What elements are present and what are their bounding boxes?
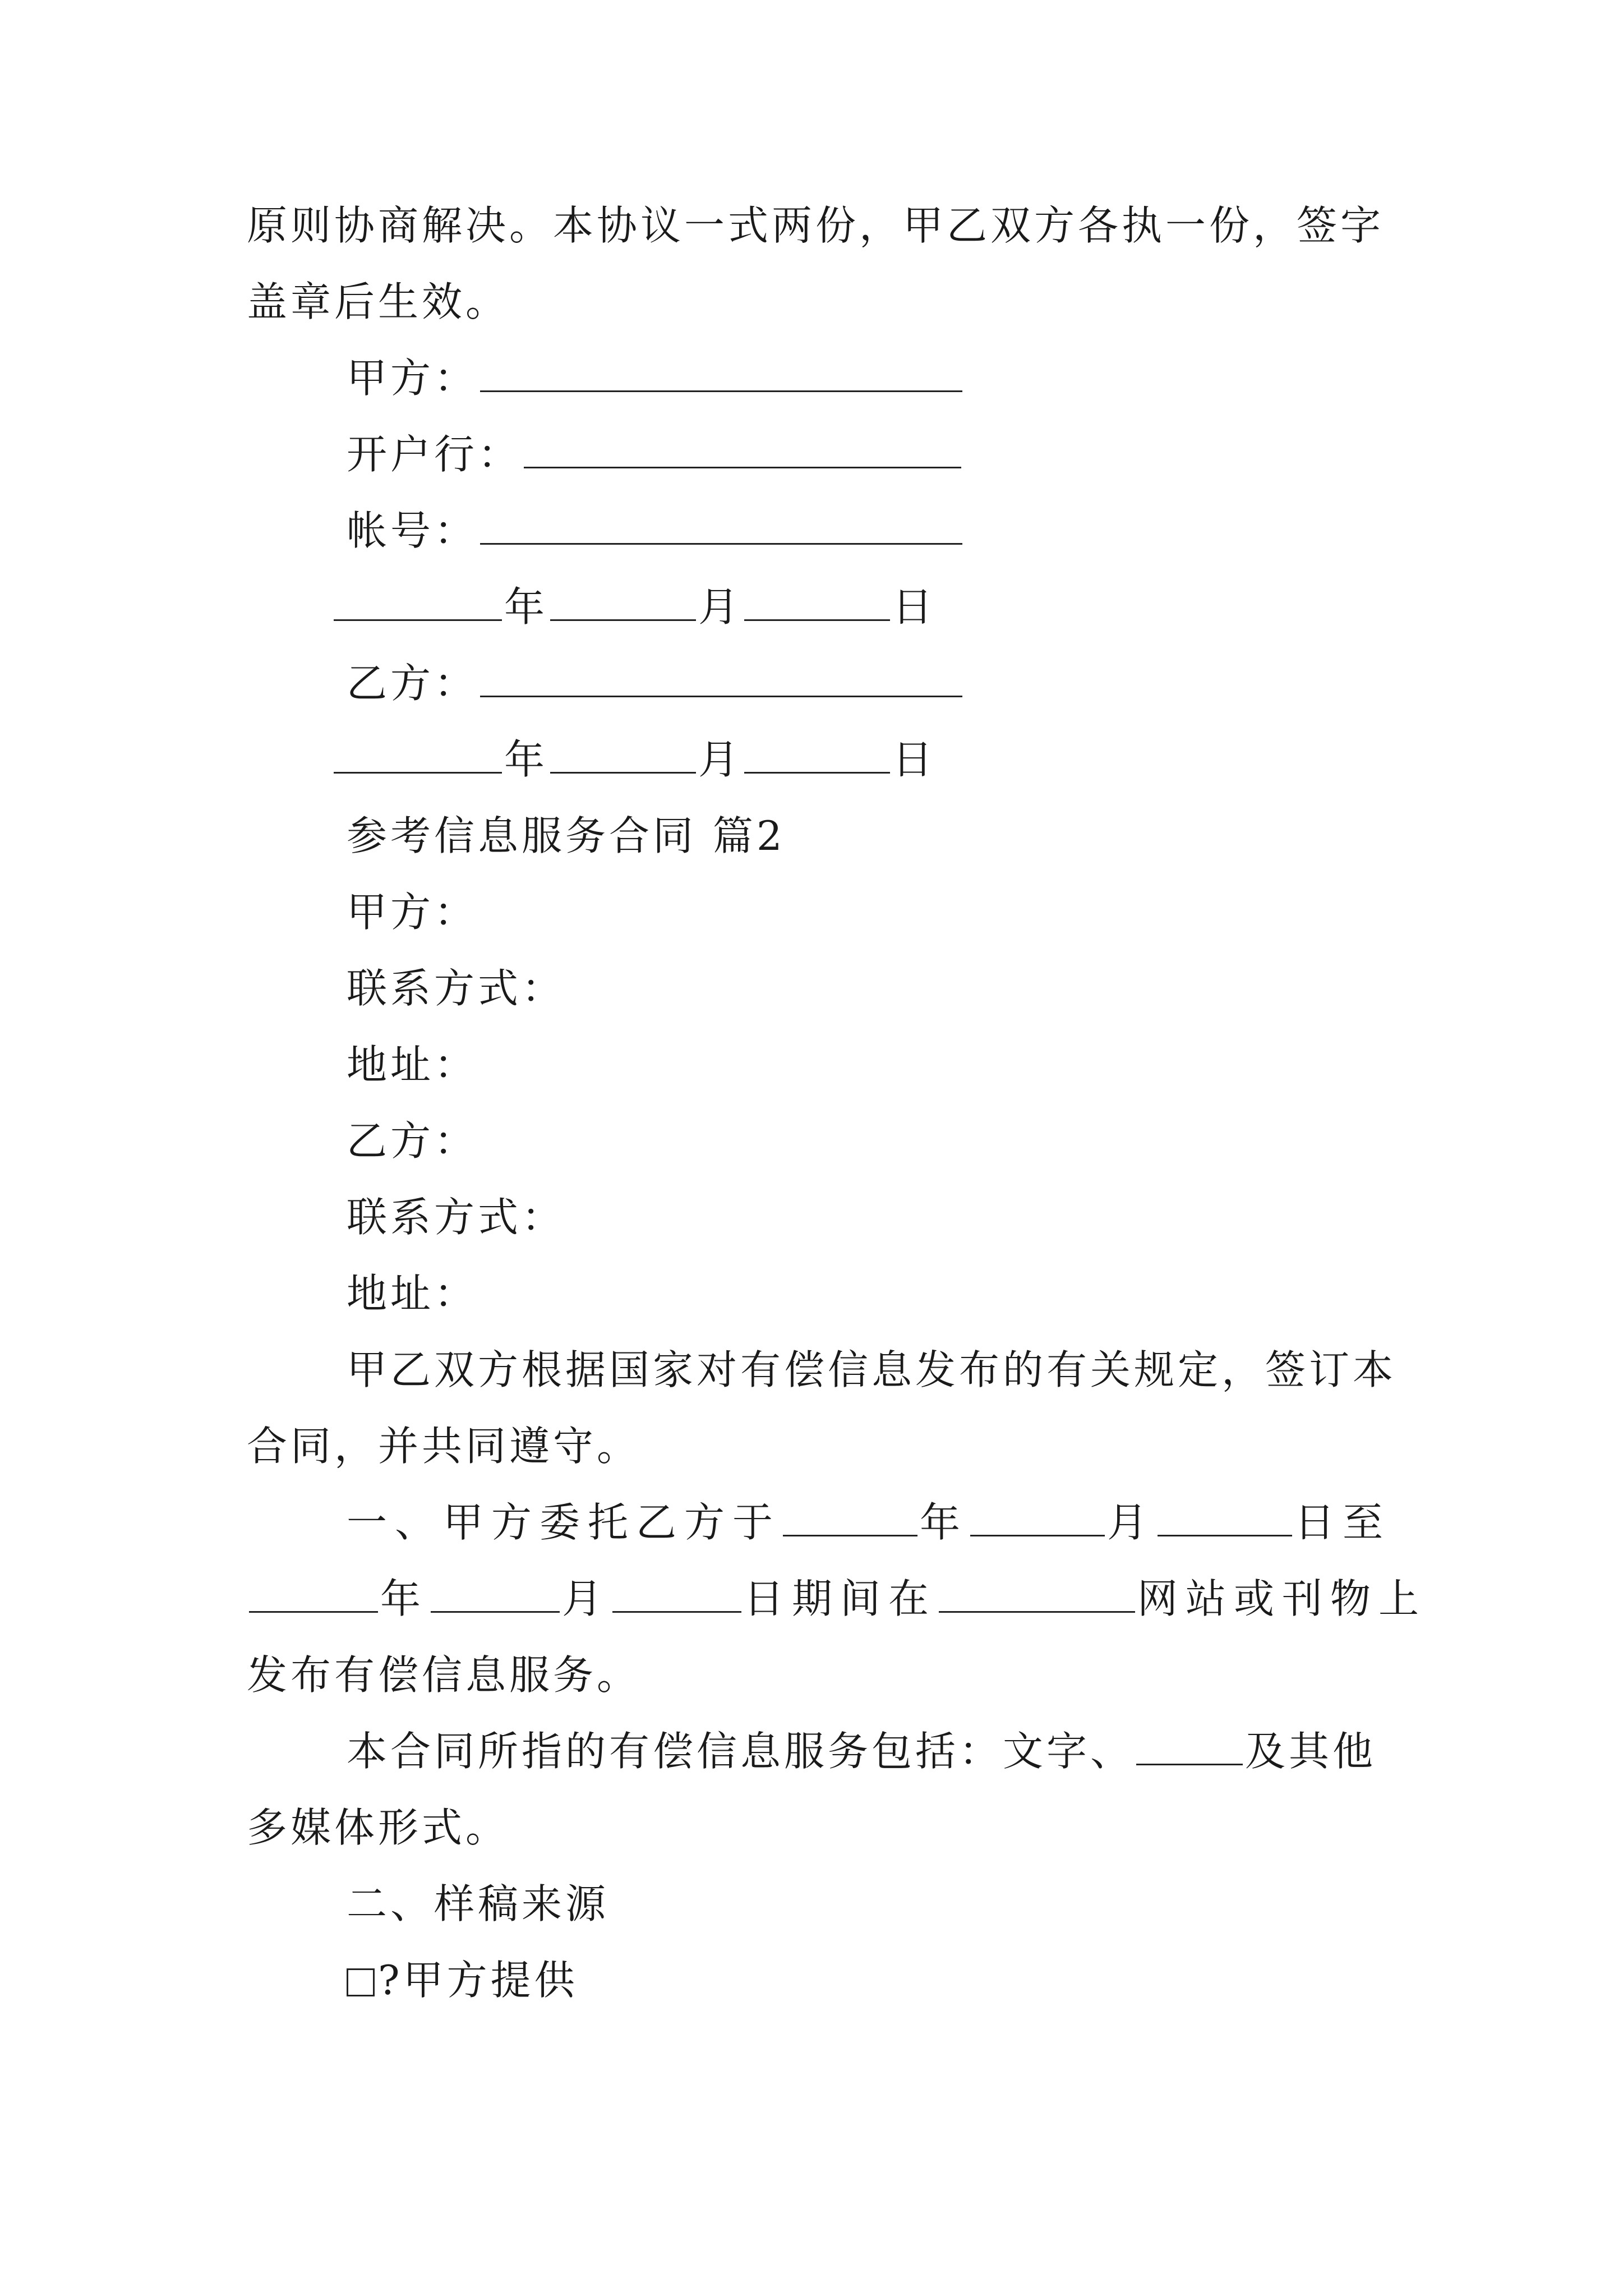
party-b-label: 乙方：: [347, 660, 478, 707]
party-a-signature-line: [347, 350, 965, 406]
contact-label: 联系方式：: [347, 965, 566, 1012]
account-label: 帐号：: [347, 507, 478, 554]
paragraph-line: 盖章后生效。: [247, 278, 510, 325]
date-line: [334, 731, 936, 788]
address-label: 地址：: [347, 1270, 478, 1317]
party-a-blank: [480, 351, 962, 392]
month-blank: [550, 580, 696, 621]
month-label: 月: [698, 736, 743, 783]
month-blank: [970, 1496, 1105, 1536]
website-blank: [939, 1572, 1135, 1613]
year-blank: [334, 733, 502, 774]
checkbox-icon[interactable]: [347, 1968, 375, 1996]
month-blank: [550, 733, 696, 774]
day-label: 日至: [1294, 1499, 1391, 1546]
year-blank: [783, 1496, 917, 1536]
section-title: 参考信息服务合同 篇2: [347, 812, 786, 859]
paragraph-line: 发布有偿信息服务。: [247, 1651, 641, 1699]
paragraph-line: 原则协商解决。本协议一式两份，甲乙双方各执一份，签字: [247, 202, 1385, 249]
year-label: 年: [920, 1499, 969, 1546]
contact-label: 联系方式：: [347, 1194, 566, 1241]
paragraph-line: [347, 1723, 1376, 1779]
party-a-label: 甲方：: [347, 355, 478, 402]
year-blank: [334, 580, 502, 621]
period-text: 日期间在: [744, 1575, 937, 1622]
month-label: 月: [1107, 1499, 1156, 1546]
website-text: 网站或刊物上: [1137, 1575, 1427, 1622]
paragraph-line: 多媒体形式。: [247, 1804, 510, 1851]
paragraph-line: 甲乙双方根据国家对有偿信息发布的有关规定，签订本: [347, 1346, 1397, 1393]
month-blank: [431, 1572, 560, 1613]
day-blank: [1158, 1496, 1292, 1536]
party-b-label: 乙方：: [347, 1117, 478, 1165]
year-label: 年: [504, 583, 548, 631]
option-line: [347, 1952, 578, 2008]
bank-blank: [524, 427, 961, 468]
month-label: 月: [698, 583, 743, 631]
year-label: 年: [380, 1575, 429, 1622]
account-blank: [480, 504, 962, 545]
clause-one-line: [247, 1571, 1427, 1627]
party-b-signature-line: [347, 655, 965, 711]
clause-one-line: [347, 1494, 1391, 1550]
party-b-blank: [480, 656, 962, 697]
day-blank: [744, 580, 890, 621]
date-line: [334, 579, 936, 635]
month-label: 月: [562, 1575, 611, 1622]
services-text: 本合同所指的有偿信息服务包括：文字、: [347, 1728, 1135, 1775]
services-text-end: 及其他: [1245, 1728, 1377, 1775]
year-blank: [249, 1572, 378, 1613]
bank-label: 开户行：: [347, 431, 522, 478]
day-label: 日: [892, 583, 937, 631]
day-blank: [744, 733, 890, 774]
address-label: 地址：: [347, 1041, 478, 1088]
clause-one-text: 一、甲方委托乙方于: [347, 1499, 781, 1546]
bank-line: [347, 426, 963, 482]
paragraph-line: 合同，并共同遵守。: [247, 1423, 641, 1470]
account-line: [347, 503, 965, 559]
clause-two-title: 二、样稿来源: [347, 1880, 610, 1927]
party-a-label: 甲方：: [347, 889, 478, 936]
year-label: 年: [504, 736, 548, 783]
option-label: ?甲方提供: [378, 1957, 578, 2004]
day-label: 日: [892, 736, 937, 783]
services-blank: [1136, 1724, 1243, 1765]
day-blank: [612, 1572, 741, 1613]
